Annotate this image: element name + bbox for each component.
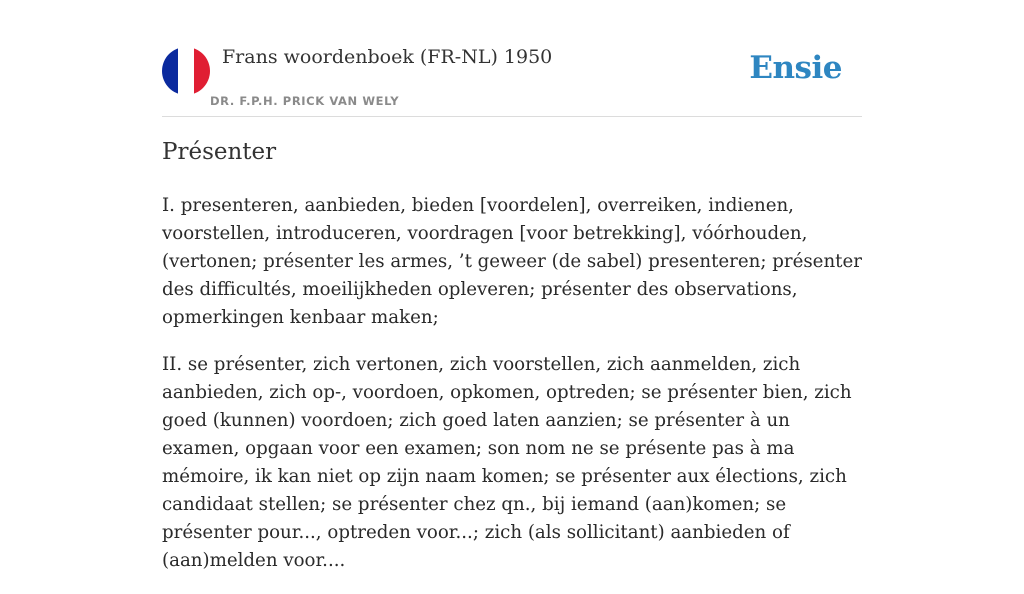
flag-white-stripe xyxy=(178,47,194,95)
ensie-logo[interactable]: Ensie xyxy=(749,50,842,86)
flag-blue-stripe xyxy=(162,47,178,95)
dictionary-title[interactable]: Frans woordenboek (FR-NL) 1950 xyxy=(222,46,553,68)
entry-content xyxy=(162,192,862,594)
france-flag-icon xyxy=(162,47,210,95)
definition-paragraph: I. presenteren, aanbieden, bieden [voordelen], overreiken, indienen, voorstellen, introduceren, voordragen [voor betrekking], vóórhouden, (vertonen; présenter les armes, ’t geweer (de sabel) presenteren; présenter des difficultés, moeilijkheden opleveren; présenter des observations, opmerkingen kenbaar maken; xyxy=(162,195,862,328)
definition-paragraph: II. se présenter, zich vertonen, zich voorstellen, zich aanmelden, zich aanbieden, zich op-, voordoen, opkomen, optreden; se présenter bien, zich goed (kunnen) voordoen; zich goed laten aanzien; se présenter à un examen, opgaan voor een examen; son nom ne se présente pas à ma mémoire, ik kan niet op zijn naam komen; se présenter aux élections, zich candidaat stellen; se présenter chez qn., bij iemand (aan)komen; se présenter pour..., optreden voor...; zich (als sollicitant) aanbieden of (aan)melden voor.... xyxy=(162,354,852,571)
entry-title: Présenter xyxy=(162,139,277,165)
dictionary-header xyxy=(162,40,862,117)
flag-red-stripe xyxy=(194,47,210,95)
dictionary-author: DR. F.P.H. PRICK VAN WELY xyxy=(210,94,400,108)
